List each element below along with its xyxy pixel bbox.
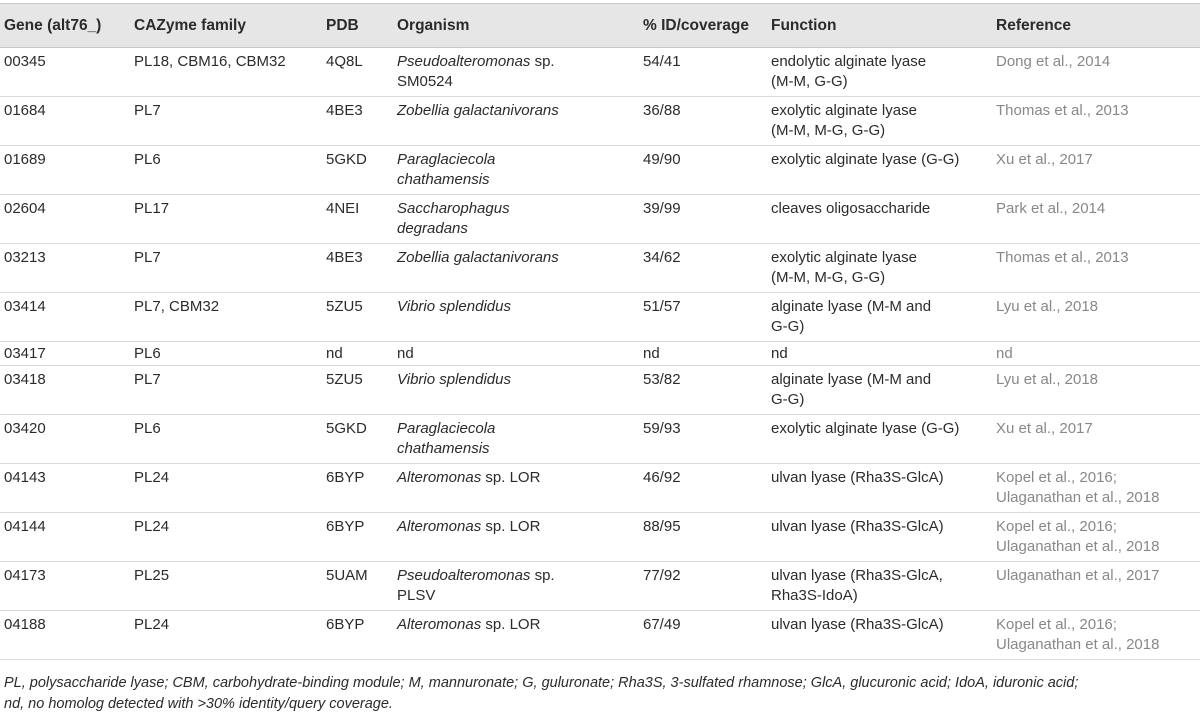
function-text: exolytic alginate lyase (G-G): [771, 420, 960, 437]
organism-genus-species: Alteromonas: [397, 469, 482, 486]
organism-genus-species: Vibrio splendidus: [397, 371, 511, 388]
column-header-organism: Organism: [393, 4, 639, 48]
table-row: [0, 293, 1200, 342]
table-row: [0, 146, 1200, 195]
function-text: Rha3S-IdoA): [771, 587, 858, 604]
cazyme-family-cell: [130, 366, 322, 415]
coverage-cell: [639, 464, 767, 513]
pdb-cell: [322, 562, 393, 611]
function-cell: [767, 195, 992, 244]
reference-text: Kopel et al., 2016;: [996, 469, 1117, 486]
pdb-cell: [322, 48, 393, 97]
organism-cell: [393, 146, 639, 195]
pdb-id: 4BE3: [326, 102, 363, 119]
reference-cell: [992, 48, 1200, 97]
cazyme-family-cell: [130, 97, 322, 146]
organism-cell: [393, 48, 639, 97]
function-text: (M-M, M-G, G-G): [771, 122, 886, 139]
cazyme-family-cell: [130, 293, 322, 342]
footnote-line: PL, polysaccharide lyase; CBM, carbohydrate-binding module; M, mannuronate; G, guluronate; Rha3S, 3-sulfated rhamnose; GlcA, glucuronic acid; IdoA, iduronic acid;: [4, 675, 1079, 691]
function-cell: [767, 562, 992, 611]
reference-text: Kopel et al., 2016;: [996, 616, 1117, 633]
cazyme-family-cell: [130, 48, 322, 97]
function-text: exolytic alginate lyase (G-G): [771, 151, 960, 168]
gene-id: 03417: [4, 345, 46, 362]
pdb-cell: [322, 366, 393, 415]
id-coverage-value: nd: [643, 345, 660, 362]
table-row: [0, 48, 1200, 97]
function-text: ulvan lyase (Rha3S-GlcA): [771, 616, 944, 633]
organism-cell: [393, 342, 639, 366]
reference-cell: [992, 244, 1200, 293]
organism-line2: chathamensis: [397, 171, 490, 188]
gene-cell: [0, 611, 130, 660]
gene-cell: [0, 97, 130, 146]
table-row: [0, 244, 1200, 293]
gene-id: 04144: [4, 518, 46, 535]
reference-text: Xu et al., 2017: [996, 151, 1093, 168]
gene-cell: [0, 513, 130, 562]
organism-cell: [393, 513, 639, 562]
organism-genus-species: Saccharophagus: [397, 200, 510, 217]
table-body: [0, 48, 1200, 660]
organism-genus-species: Paraglaciecola: [397, 151, 496, 168]
reference-text: Dong et al., 2014: [996, 53, 1111, 70]
function-text: (M-M, M-G, G-G): [771, 269, 886, 286]
organism-genus-species: Alteromonas: [397, 518, 482, 535]
gene-id: 00345: [4, 53, 46, 70]
column-header-reference: Reference: [992, 4, 1200, 48]
gene-id: 03418: [4, 371, 46, 388]
coverage-cell: [639, 293, 767, 342]
pdb-id: 5GKD: [326, 151, 367, 168]
cazyme-family: PL7: [134, 102, 161, 119]
function-text: exolytic alginate lyase: [771, 249, 917, 266]
reference-text: Ulaganathan et al., 2018: [996, 489, 1160, 506]
id-coverage-value: 39/99: [643, 200, 681, 217]
organism-strain: sp. LOR: [481, 616, 541, 633]
organism-line2: SM0524: [397, 73, 453, 90]
reference-text: Ulaganathan et al., 2018: [996, 636, 1160, 653]
table-row: [0, 562, 1200, 611]
reference-cell: [992, 513, 1200, 562]
organism-genus-species: Pseudoalteromonas: [397, 53, 531, 70]
reference-cell: [992, 611, 1200, 660]
function-text: G-G): [771, 318, 805, 335]
id-coverage-value: 77/92: [643, 567, 681, 584]
pdb-id: 5UAM: [326, 567, 368, 584]
function-text: cleaves oligosaccharide: [771, 200, 931, 217]
gene-cell: [0, 415, 130, 464]
organism-genus-species: Vibrio splendidus: [397, 298, 511, 315]
reference-text: Lyu et al., 2018: [996, 298, 1099, 315]
gene-id: 04173: [4, 567, 46, 584]
gene-cell: [0, 293, 130, 342]
gene-id: 04188: [4, 616, 46, 633]
function-text: ulvan lyase (Rha3S-GlcA): [771, 518, 944, 535]
coverage-cell: [639, 366, 767, 415]
cazyme-family: PL7: [134, 371, 161, 388]
pdb-cell: [322, 513, 393, 562]
function-cell: [767, 342, 992, 366]
pdb-id: 4Q8L: [326, 53, 363, 70]
function-text: (M-M, G-G): [771, 73, 848, 90]
coverage-cell: [639, 562, 767, 611]
pdb-cell: [322, 97, 393, 146]
organism-cell: [393, 195, 639, 244]
gene-id: 02604: [4, 200, 46, 217]
reference-text: Lyu et al., 2018: [996, 371, 1099, 388]
pdb-cell: [322, 415, 393, 464]
organism-strain: sp.: [530, 567, 555, 584]
coverage-cell: [639, 97, 767, 146]
gene-cell: [0, 146, 130, 195]
reference-cell: [992, 146, 1200, 195]
organism-line2: chathamensis: [397, 440, 490, 457]
function-cell: [767, 48, 992, 97]
pdb-id: 5ZU5: [326, 371, 363, 388]
id-coverage-value: 67/49: [643, 616, 681, 633]
table-header-row: [0, 4, 1200, 48]
function-text: nd: [771, 345, 788, 362]
organism-strain: sp. LOR: [481, 469, 541, 486]
function-cell: [767, 611, 992, 660]
function-cell: [767, 415, 992, 464]
pdb-id: 5GKD: [326, 420, 367, 437]
reference-text: Kopel et al., 2016;: [996, 518, 1117, 535]
pdb-cell: [322, 244, 393, 293]
gene-id: 03213: [4, 249, 46, 266]
gene-cell: [0, 244, 130, 293]
organism-cell: [393, 415, 639, 464]
id-coverage-value: 54/41: [643, 53, 681, 70]
reference-text: Ulaganathan et al., 2018: [996, 538, 1160, 555]
cazyme-family-cell: [130, 562, 322, 611]
coverage-cell: [639, 342, 767, 366]
organism-genus-species: Paraglaciecola: [397, 420, 496, 437]
organism-cell: [393, 97, 639, 146]
table-row: [0, 513, 1200, 562]
organism-strain: sp.: [530, 53, 555, 70]
reference-cell: [992, 97, 1200, 146]
cazyme-family-cell: [130, 464, 322, 513]
id-coverage-value: 46/92: [643, 469, 681, 486]
column-header-cazyme-family: CAZyme family: [130, 4, 322, 48]
pdb-cell: [322, 464, 393, 513]
function-text: alginate lyase (M-M and: [771, 371, 932, 388]
column-header-id-coverage: % ID/coverage: [639, 4, 767, 48]
column-header-gene: Gene (alt76_): [0, 4, 130, 48]
cazyme-family: PL24: [134, 616, 170, 633]
pdb-id: 5ZU5: [326, 298, 363, 315]
gene-cell: [0, 342, 130, 366]
pdb-id: 4BE3: [326, 249, 363, 266]
cazyme-family-cell: [130, 146, 322, 195]
cazyme-family: PL6: [134, 345, 161, 362]
cazyme-family: PL6: [134, 151, 161, 168]
id-coverage-value: 51/57: [643, 298, 681, 315]
cazyme-family: PL6: [134, 420, 161, 437]
gene-id: 04143: [4, 469, 46, 486]
table-row: [0, 464, 1200, 513]
coverage-cell: [639, 611, 767, 660]
gene-id: 01689: [4, 151, 46, 168]
reference-text: Thomas et al., 2013: [996, 249, 1129, 266]
organism-cell: [393, 611, 639, 660]
cazyme-family: PL7: [134, 249, 161, 266]
organism-genus-species: Zobellia galactanivorans: [397, 102, 559, 119]
cazyme-family: PL25: [134, 567, 170, 584]
organism-genus-species: Alteromonas: [397, 616, 482, 633]
organism-genus-species: Zobellia galactanivorans: [397, 249, 559, 266]
id-coverage-value: 36/88: [643, 102, 681, 119]
cazyme-family-cell: [130, 342, 322, 366]
function-cell: [767, 146, 992, 195]
reference-cell: [992, 293, 1200, 342]
cazyme-family-cell: [130, 415, 322, 464]
function-text: alginate lyase (M-M and: [771, 298, 932, 315]
pdb-id: 6BYP: [326, 518, 365, 535]
coverage-cell: [639, 244, 767, 293]
reference-text: Park et al., 2014: [996, 200, 1106, 217]
organism-cell: [393, 293, 639, 342]
table-row: [0, 195, 1200, 244]
function-text: endolytic alginate lyase: [771, 53, 927, 70]
gene-id: 03420: [4, 420, 46, 437]
coverage-cell: [639, 513, 767, 562]
id-coverage-value: 88/95: [643, 518, 681, 535]
reference-cell: [992, 415, 1200, 464]
cazyme-family: PL17: [134, 200, 170, 217]
reference-cell: [992, 464, 1200, 513]
reference-cell: [992, 195, 1200, 244]
organism-cell: [393, 244, 639, 293]
function-cell: [767, 293, 992, 342]
pdb-id: 6BYP: [326, 616, 365, 633]
reference-text: nd: [996, 345, 1013, 362]
table-row: [0, 366, 1200, 415]
coverage-cell: [639, 146, 767, 195]
organism-line2: degradans: [397, 220, 468, 237]
pdb-cell: [322, 342, 393, 366]
table-row: [0, 415, 1200, 464]
function-cell: [767, 97, 992, 146]
cazyme-family-cell: [130, 611, 322, 660]
coverage-cell: [639, 415, 767, 464]
reference-text: Xu et al., 2017: [996, 420, 1093, 437]
organism-cell: [393, 464, 639, 513]
cazyme-family: PL18, CBM16, CBM32: [134, 53, 286, 70]
function-text: ulvan lyase (Rha3S-GlcA,: [771, 567, 943, 584]
pdb-cell: [322, 195, 393, 244]
organism-strain: nd: [397, 345, 414, 362]
gene-id: 01684: [4, 102, 46, 119]
cazyme-family: PL24: [134, 469, 170, 486]
reference-text: Ulaganathan et al., 2017: [996, 567, 1160, 584]
id-coverage-value: 59/93: [643, 420, 681, 437]
column-header-pdb: PDB: [322, 4, 393, 48]
pdb-cell: [322, 611, 393, 660]
gene-cell: [0, 562, 130, 611]
cazyme-family-cell: [130, 244, 322, 293]
footnote-line: nd, no homolog detected with >30% identity/query coverage.: [4, 695, 393, 712]
function-cell: [767, 464, 992, 513]
pdb-cell: [322, 293, 393, 342]
organism-cell: [393, 562, 639, 611]
pdb-id: 4NEI: [326, 200, 360, 217]
table-footnote: [0, 673, 1200, 714]
table-row: [0, 611, 1200, 660]
cazyme-table: [0, 3, 1200, 660]
organism-line2: PLSV: [397, 587, 436, 604]
organism-genus-species: Pseudoalteromonas: [397, 567, 531, 584]
reference-cell: [992, 366, 1200, 415]
table-row: [0, 342, 1200, 366]
cazyme-family: PL7, CBM32: [134, 298, 220, 315]
gene-cell: [0, 195, 130, 244]
organism-cell: [393, 366, 639, 415]
pdb-id: 6BYP: [326, 469, 365, 486]
gene-cell: [0, 48, 130, 97]
pdb-cell: [322, 146, 393, 195]
reference-cell: [992, 342, 1200, 366]
cazyme-family-cell: [130, 513, 322, 562]
gene-cell: [0, 464, 130, 513]
pdb-id: nd: [326, 345, 343, 362]
function-cell: [767, 513, 992, 562]
coverage-cell: [639, 48, 767, 97]
organism-strain: sp. LOR: [481, 518, 541, 535]
cazyme-family-cell: [130, 195, 322, 244]
id-coverage-value: 53/82: [643, 371, 681, 388]
function-cell: [767, 244, 992, 293]
table-row: [0, 97, 1200, 146]
gene-id: 03414: [4, 298, 46, 315]
gene-cell: [0, 366, 130, 415]
coverage-cell: [639, 195, 767, 244]
function-text: G-G): [771, 391, 805, 408]
id-coverage-value: 34/62: [643, 249, 681, 266]
column-header-function: Function: [767, 4, 992, 48]
reference-text: Thomas et al., 2013: [996, 102, 1129, 119]
reference-cell: [992, 562, 1200, 611]
cazyme-family: PL24: [134, 518, 170, 535]
function-cell: [767, 366, 992, 415]
function-text: exolytic alginate lyase: [771, 102, 917, 119]
id-coverage-value: 49/90: [643, 151, 681, 168]
function-text: ulvan lyase (Rha3S-GlcA): [771, 469, 944, 486]
